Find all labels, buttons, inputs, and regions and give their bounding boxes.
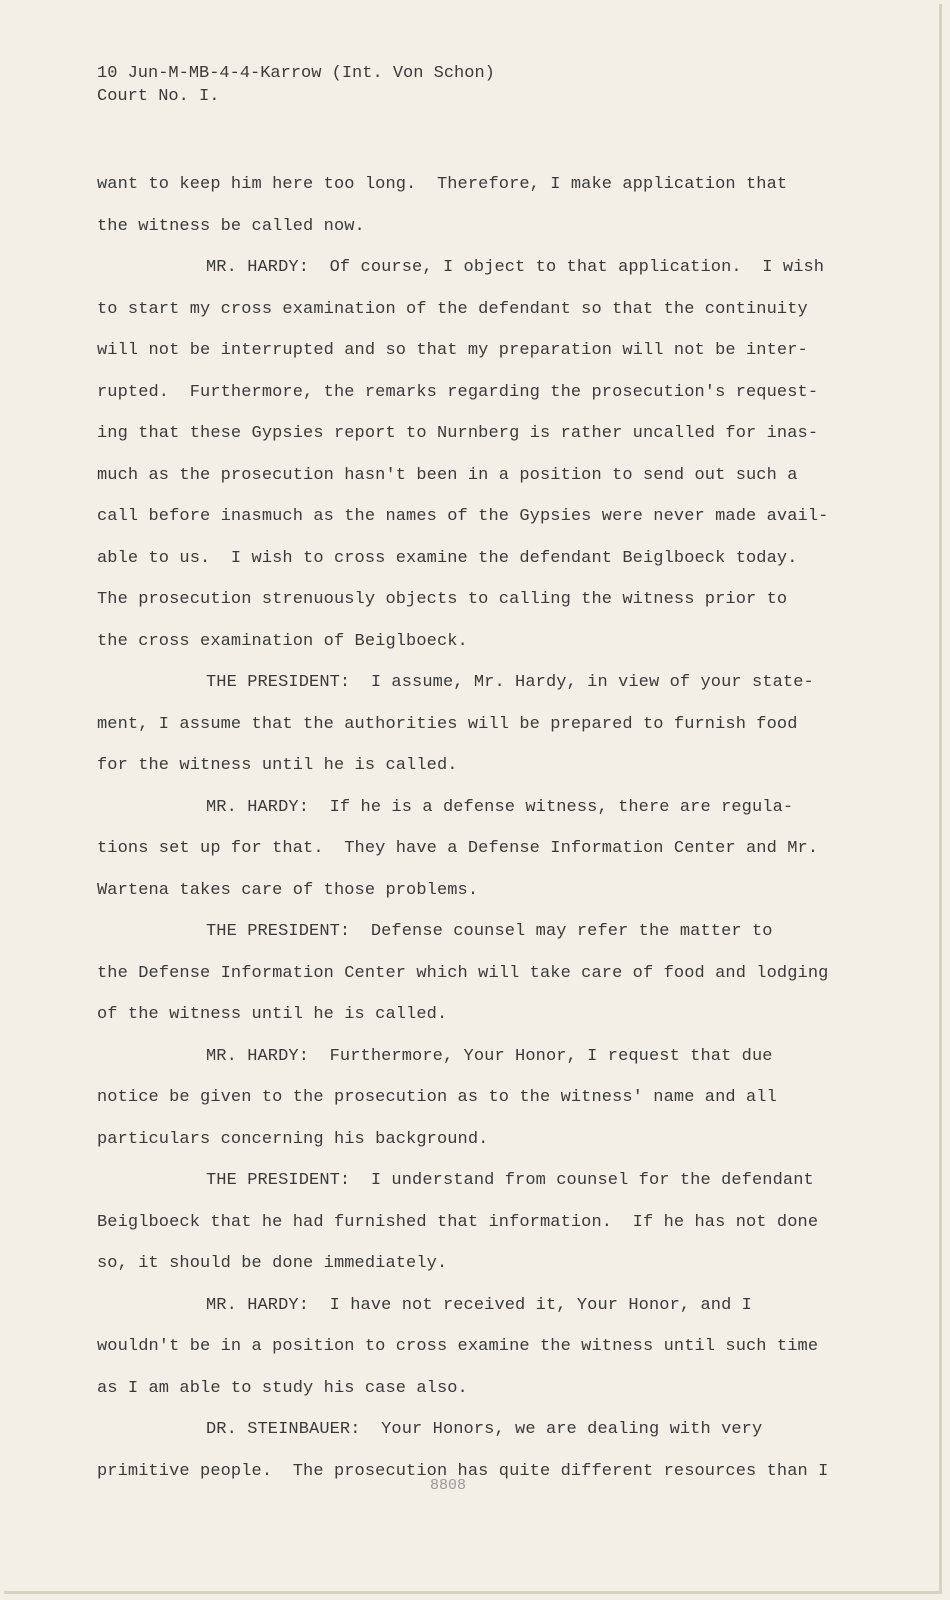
transcript-line: the cross examination of Beiglboeck. (97, 631, 468, 651)
transcript-line: able to us. I wish to cross examine the defendant Beiglboeck today. (97, 548, 798, 568)
transcript-line: Beiglboeck that he had furnished that information. If he has not done (97, 1212, 819, 1232)
transcript-line: of the witness until he is called. (97, 1005, 448, 1024)
transcript-line: The prosecution strenuously objects to calling the witness prior to (97, 590, 788, 609)
transcript-line: tions set up for that. They have a Defense Information Center and Mr. (97, 839, 819, 858)
page-number: 8808 (430, 1477, 467, 1494)
transcript-line: MR. HARDY: I have not received it, Your Honor, and I (206, 1295, 752, 1315)
transcript-line: will not be interrupted and so that my preparation will not be inter- (97, 341, 808, 360)
document-header (97, 62, 495, 108)
transcript-line: ing that these Gypsies report to Nurnberg is rather uncalled for inas- (97, 424, 819, 443)
transcript-line: notice be given to the prosecution as to the witness' name and all (97, 1088, 777, 1107)
transcript-body (97, 164, 837, 1492)
transcript-line: MR. HARDY: Furthermore, Your Honor, I request that due (206, 1046, 773, 1066)
transcript-line: for the witness until he is called. (97, 756, 458, 775)
transcript-line: MR. HARDY: Of course, I object to that application. I wish (206, 258, 825, 277)
header-court-number: Court No. I. (97, 87, 220, 106)
transcript-line: the Defense Information Center which will take care of food and lodging (97, 963, 829, 983)
transcript-line: as I am able to study his case also. (97, 1378, 468, 1398)
transcript-line: rupted. Furthermore, the remarks regarding the prosecution's request- (97, 382, 819, 402)
transcript-line: call before inasmuch as the names of the Gypsies were never made avail- (97, 507, 829, 526)
transcript-line: DR. STEINBAUER: Your Honors, we are dealing with very (206, 1420, 763, 1439)
transcript-line: much as the prosecution hasn't been in a position to send out such a (97, 465, 798, 485)
transcript-line: Wartena takes care of those problems. (97, 880, 479, 900)
transcript-line: want to keep him here too long. Therefore, I make application that (97, 175, 788, 194)
transcript-line: to start my cross examination of the defendant so that the continuity (97, 299, 808, 319)
transcript-line: wouldn't be in a position to cross examine the witness until such time (97, 1337, 819, 1356)
header-case-reference: 10 Jun-M-MB-4-4-Karrow (Int. Von Schon) (97, 64, 495, 83)
transcript-line: THE PRESIDENT: Defense counsel may refer the matter to (206, 922, 773, 941)
transcript-line: ment, I assume that the authorities will be prepared to furnish food (97, 714, 798, 734)
transcript-line: so, it should be done immediately. (97, 1254, 448, 1273)
transcript-line: primitive people. The prosecution has quite different resources than I (97, 1461, 829, 1481)
transcript-line: THE PRESIDENT: I assume, Mr. Hardy, in view of your state- (206, 673, 814, 692)
transcript-line: particulars concerning his background. (97, 1129, 489, 1149)
transcript-line: THE PRESIDENT: I understand from counsel for the defendant (206, 1171, 814, 1190)
transcript-line: the witness be called now. (97, 216, 365, 236)
transcript-line: MR. HARDY: If he is a defense witness, there are regula- (206, 797, 794, 817)
